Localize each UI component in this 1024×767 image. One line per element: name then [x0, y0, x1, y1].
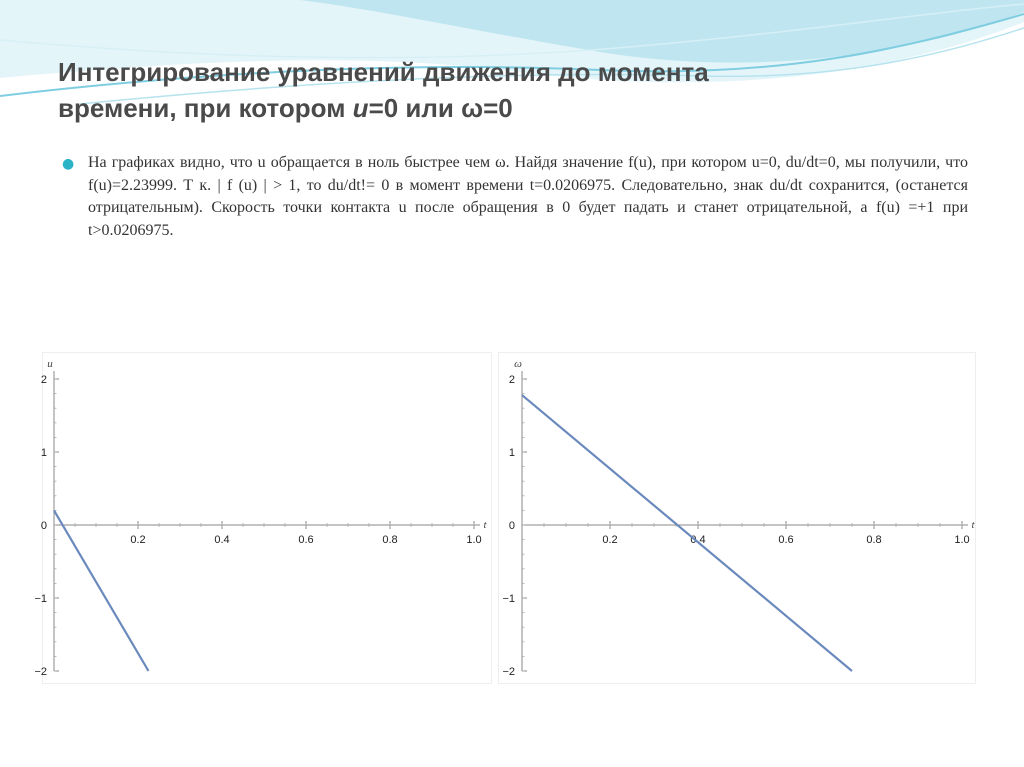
y-tick-label: 0: [40, 520, 47, 532]
chart-u-vs-t: [34, 352, 492, 684]
x-tick-label: 0.8: [866, 534, 882, 546]
y-tick-label: −2: [502, 666, 515, 678]
y-tick-label: 2: [40, 374, 47, 386]
y-tick-label: −1: [502, 593, 515, 605]
title-line-2-prefix: времени, при котором: [58, 93, 353, 123]
y-tick-label: 1: [40, 447, 47, 459]
slide-title: [58, 54, 958, 126]
title-line-2-suffix: =0 или ω=0: [368, 93, 513, 123]
bullet-text: На графиках видно, что u обращается в ноль быстрее чем ω. Найдя значение f(u), при котором u=0, du/dt=0, мы получили, что f(u)=2.23999. Т к. | f (u) | > 1, то du/dt!= 0 в момент времени t=0.0206975. Следовательно, знак du/dt сохранится, (останется отрицательным). Скорость точки контакта u после обращения в 0 будет падать и станет отрицательной, а f(u) =+1 при t>0.0206975.: [88, 154, 969, 239]
chart-u-svg: [34, 353, 491, 683]
y-tick-label: 2: [508, 374, 515, 386]
y-tick-label: 0: [508, 520, 515, 532]
title-line-1: Интегрирование уравнений движения до момента: [58, 57, 709, 87]
x-tick-label: 0.6: [298, 534, 314, 546]
y-axis-label: ω: [514, 358, 522, 370]
series-line: [522, 395, 852, 671]
y-axis-label: u: [47, 358, 53, 370]
x-tick-label: 0.4: [690, 534, 706, 546]
x-tick-label: 1.0: [954, 534, 970, 546]
x-tick-label: 1.0: [466, 534, 482, 546]
y-tick-label: 1: [508, 447, 515, 459]
x-tick-label: 0.8: [382, 534, 398, 546]
x-axis-label: t: [971, 519, 975, 531]
chart-omega-vs-t: [498, 352, 976, 684]
y-tick-label: −1: [34, 593, 47, 605]
y-tick-label: −2: [34, 666, 47, 678]
title-var-u: u: [352, 93, 369, 123]
x-tick-label: 0.2: [602, 534, 618, 546]
x-tick-label: 0.6: [778, 534, 794, 546]
x-axis-label: t: [483, 519, 487, 531]
bullet-dot-icon: ●: [62, 156, 75, 172]
chart-omega-svg: [499, 353, 975, 683]
x-tick-label: 0.2: [130, 534, 146, 546]
x-tick-label: 0.4: [214, 534, 230, 546]
